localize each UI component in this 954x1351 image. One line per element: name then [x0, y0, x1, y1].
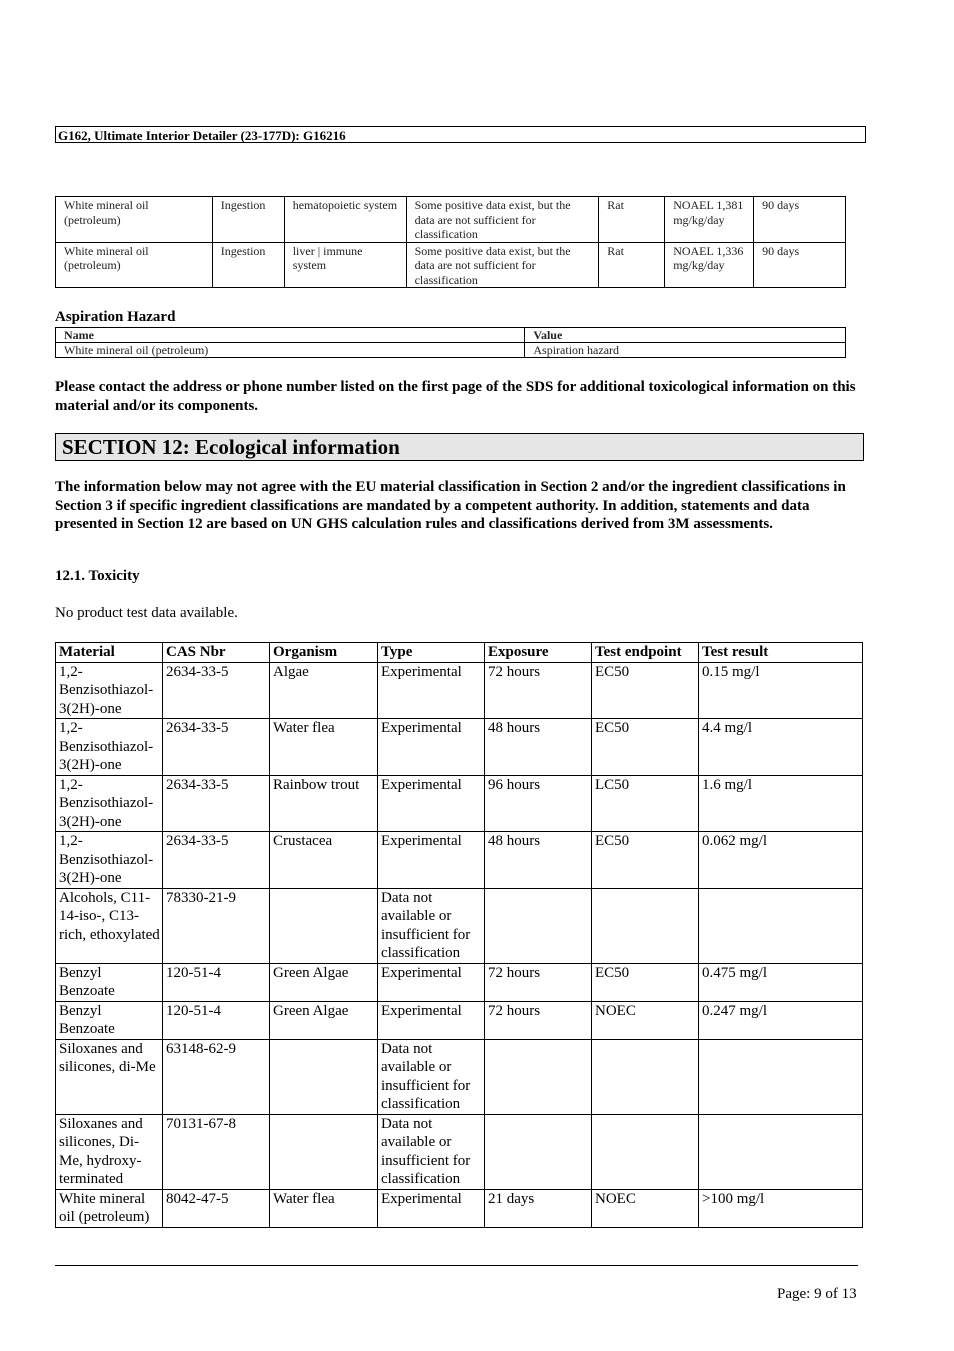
- table-row: [56, 1039, 863, 1114]
- table-cell: Crustacea: [270, 832, 378, 889]
- table-cell: NOEC: [592, 1001, 699, 1039]
- table-cell: Experimental: [378, 662, 485, 719]
- header-cell: Type: [378, 643, 485, 663]
- table-cell: [485, 1114, 592, 1189]
- table-cell: Rat: [599, 197, 665, 243]
- table-cell: EC50: [592, 832, 699, 889]
- subsection-title: 12.1. Toxicity: [55, 568, 140, 584]
- table-cell: Data not available or insufficient for classification: [378, 1039, 485, 1114]
- table-cell: [592, 1039, 699, 1114]
- table-cell: 120-51-4: [163, 1001, 270, 1039]
- table-cell: NOAEL 1,336 mg/kg/day: [665, 242, 754, 288]
- header-cell: Value: [525, 328, 846, 343]
- table-cell: [592, 888, 699, 963]
- table-cell: 2634-33-5: [163, 775, 270, 832]
- no-data-note: No product test data available.: [55, 605, 238, 621]
- table-row: [56, 197, 846, 243]
- table-cell: 96 hours: [485, 775, 592, 832]
- table-cell: 1,2-Benzisothiazol-3(2H)-one: [56, 832, 163, 889]
- header-cell: Name: [56, 328, 525, 343]
- table-cell: 8042-47-5: [163, 1189, 270, 1227]
- table-cell: 120-51-4: [163, 963, 270, 1001]
- table-cell: 0.247 mg/l: [699, 1001, 863, 1039]
- table-cell: EC50: [592, 963, 699, 1001]
- table-row: [56, 775, 863, 832]
- header-cell: Test endpoint: [592, 643, 699, 663]
- table-cell: Experimental: [378, 832, 485, 889]
- table-cell: Green Algae: [270, 1001, 378, 1039]
- table-cell: 2634-33-5: [163, 719, 270, 776]
- table-cell: 0.062 mg/l: [699, 832, 863, 889]
- table-row: [56, 1001, 863, 1039]
- toxicity-table: [55, 642, 863, 1228]
- table-cell: Rainbow trout: [270, 775, 378, 832]
- table-cell: Experimental: [378, 963, 485, 1001]
- table-cell: [270, 888, 378, 963]
- table-cell: 4.4 mg/l: [699, 719, 863, 776]
- table-row: [56, 963, 863, 1001]
- table-row: [56, 832, 863, 889]
- table-cell: Algae: [270, 662, 378, 719]
- table-cell: hematopoietic system: [284, 197, 406, 243]
- table-row: [56, 888, 863, 963]
- aspiration-hazard-table: [55, 327, 846, 358]
- table-cell: Experimental: [378, 719, 485, 776]
- table-cell: 1,2-Benzisothiazol-3(2H)-one: [56, 775, 163, 832]
- table-cell: 0.15 mg/l: [699, 662, 863, 719]
- table-cell: [592, 1114, 699, 1189]
- document-header: G162, Ultimate Interior Detailer (23-177D): G16216: [55, 126, 866, 143]
- table-cell: White mineral oil (petroleum): [56, 197, 213, 243]
- table-cell: 70131-67-8: [163, 1114, 270, 1189]
- table-cell: 2634-33-5: [163, 662, 270, 719]
- table-header-row: [56, 328, 846, 343]
- table-cell: Experimental: [378, 1189, 485, 1227]
- table-cell: LC50: [592, 775, 699, 832]
- table-row: [56, 719, 863, 776]
- table-cell: White mineral oil (petroleum): [56, 343, 525, 358]
- table-cell: [699, 888, 863, 963]
- table-cell: NOAEL 1,381 mg/kg/day: [665, 197, 754, 243]
- organ-toxicity-table: [55, 196, 846, 288]
- table-cell: 1.6 mg/l: [699, 775, 863, 832]
- contact-note: Please contact the address or phone number listed on the first page of the SDS for additional toxicological information on this material and/or its components.: [55, 379, 856, 414]
- table-row: [56, 1189, 863, 1227]
- page-number: Page: 9 of 13: [777, 1286, 857, 1302]
- table-cell: Siloxanes and silicones, di-Me: [56, 1039, 163, 1114]
- table-row: [56, 1114, 863, 1189]
- table-cell: Ingestion: [212, 242, 284, 288]
- table-cell: Water flea: [270, 1189, 378, 1227]
- section-title: SECTION 12: Ecological information: [55, 433, 864, 461]
- table-cell: NOEC: [592, 1189, 699, 1227]
- table-cell: White mineral oil (petroleum): [56, 1189, 163, 1227]
- table-cell: 1,2-Benzisothiazol-3(2H)-one: [56, 662, 163, 719]
- header-cell: Exposure: [485, 643, 592, 663]
- table-cell: 63148-62-9: [163, 1039, 270, 1114]
- table-cell: Rat: [599, 242, 665, 288]
- table-cell: [270, 1114, 378, 1189]
- table-row: [56, 662, 863, 719]
- table-cell: Benzyl Benzoate: [56, 963, 163, 1001]
- table-cell: [699, 1114, 863, 1189]
- table-cell: 72 hours: [485, 963, 592, 1001]
- table-row: [56, 343, 846, 358]
- section-info: The information below may not agree with the EU material classification in Section 2 and/or the ingredient classifications in Section 3 if specific ingredient classifications are mandated by a competent authority. In addition, statements and data presented in Section 12 are based on UN GHS calculation rules and classifications derived from 3M assessments.: [55, 479, 846, 532]
- table-cell: [270, 1039, 378, 1114]
- table-cell: [485, 1039, 592, 1114]
- table-cell: 2634-33-5: [163, 832, 270, 889]
- header-cell: Material: [56, 643, 163, 663]
- table-cell: 0.475 mg/l: [699, 963, 863, 1001]
- table-cell: Data not available or insufficient for classification: [378, 1114, 485, 1189]
- table-cell: Some positive data exist, but the data are not sufficient for classification: [406, 197, 599, 243]
- table-cell: EC50: [592, 662, 699, 719]
- header-cell: Test result: [699, 643, 863, 663]
- table-cell: 90 days: [754, 197, 846, 243]
- table-cell: Water flea: [270, 719, 378, 776]
- table-cell: 90 days: [754, 242, 846, 288]
- table-cell: >100 mg/l: [699, 1189, 863, 1227]
- table-cell: 72 hours: [485, 662, 592, 719]
- table-cell: Experimental: [378, 775, 485, 832]
- table-cell: Siloxanes and silicones, Di-Me, hydroxy-terminated: [56, 1114, 163, 1189]
- table-cell: 72 hours: [485, 1001, 592, 1039]
- table-cell: Ingestion: [212, 197, 284, 243]
- table-cell: 48 hours: [485, 719, 592, 776]
- table-cell: 78330-21-9: [163, 888, 270, 963]
- table-cell: Alcohols, C11-14-iso-, C13-rich, ethoxylated: [56, 888, 163, 963]
- table-cell: liver | immune system: [284, 242, 406, 288]
- header-cell: Organism: [270, 643, 378, 663]
- table-cell: [699, 1039, 863, 1114]
- header-cell: CAS Nbr: [163, 643, 270, 663]
- table-cell: Data not available or insufficient for classification: [378, 888, 485, 963]
- table-cell: [485, 888, 592, 963]
- table-cell: 48 hours: [485, 832, 592, 889]
- table-row: [56, 242, 846, 288]
- table-cell: Experimental: [378, 1001, 485, 1039]
- footer-divider: [55, 1265, 858, 1266]
- table-cell: Some positive data exist, but the data are not sufficient for classification: [406, 242, 599, 288]
- table-cell: White mineral oil (petroleum): [56, 242, 213, 288]
- aspiration-hazard-title: Aspiration Hazard: [55, 309, 176, 325]
- table-cell: 1,2-Benzisothiazol-3(2H)-one: [56, 719, 163, 776]
- table-cell: Benzyl Benzoate: [56, 1001, 163, 1039]
- table-cell: 21 days: [485, 1189, 592, 1227]
- table-cell: Aspiration hazard: [525, 343, 846, 358]
- table-cell: Green Algae: [270, 963, 378, 1001]
- table-cell: EC50: [592, 719, 699, 776]
- table-header-row: [56, 643, 863, 663]
